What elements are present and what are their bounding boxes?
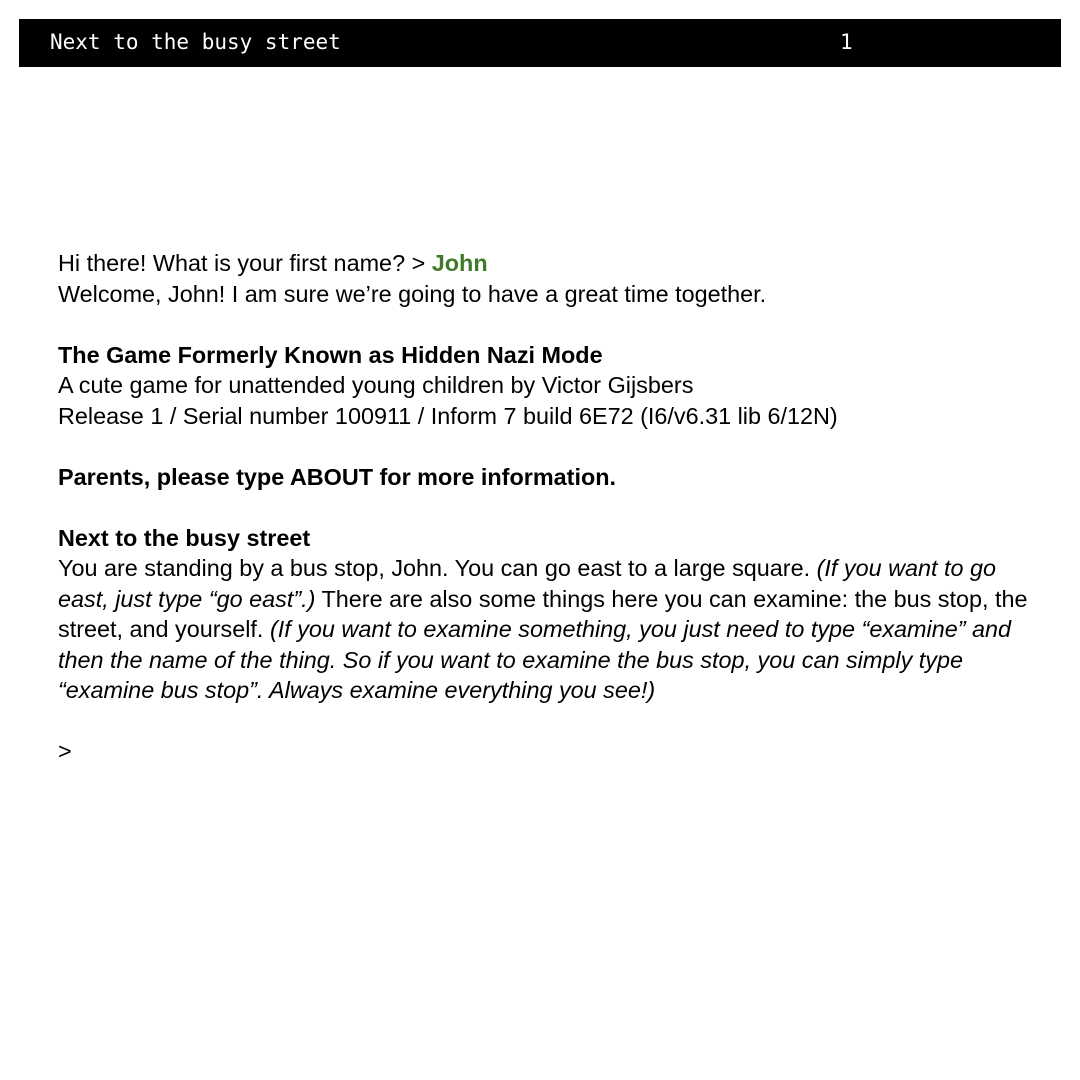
command-prompt: > (58, 738, 72, 764)
game-banner (58, 340, 1028, 432)
room-hint-examine: (If you want to examine something, you just need to type “examine” and then the name of the thing. So if you want to examine the bus stop, you can simply type “examine bus stop”. Always examine everything you see!) (58, 616, 1012, 703)
game-transcript (58, 248, 1028, 797)
status-move-count: 1 (840, 30, 853, 54)
name-question-line (58, 248, 1028, 279)
game-title: The Game Formerly Known as Hidden Nazi Mode (58, 341, 603, 368)
room-block (58, 523, 1028, 706)
intro-block (58, 248, 1028, 309)
player-name-input-echo: John (431, 250, 488, 276)
command-line[interactable] (58, 736, 1028, 767)
command-input[interactable] (78, 739, 678, 767)
room-name: Next to the busy street (58, 524, 311, 551)
status-location: Next to the busy street (50, 30, 341, 54)
welcome-message: Welcome, John! I am sure we’re going to have a great time together. (58, 280, 767, 307)
room-description-2: There are also some things here you can examine: the bus stop, the street, and yourself. (58, 585, 1028, 642)
release-info: Release 1 / Serial number 100911 / Inform 7 build 6E72 (I6/v6.31 lib 6/12N) (58, 402, 838, 429)
parents-notice: Parents, please type ABOUT for more information. (58, 463, 617, 490)
name-question: Hi there! What is your first name? > (58, 250, 426, 276)
game-subtitle: A cute game for unattended young children by Victor Gijsbers (58, 372, 694, 398)
status-bar (19, 19, 1061, 67)
room-hint-go-east: (If you want to go east, just type “go east”.) (58, 555, 997, 612)
room-description-1: You are standing by a bus stop, John. You can go east to a large square. (58, 555, 811, 581)
